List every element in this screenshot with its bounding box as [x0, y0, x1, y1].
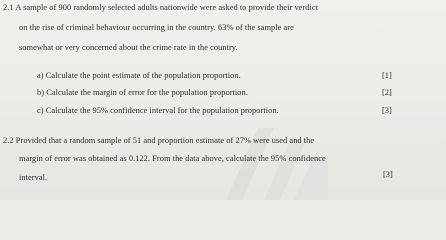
question-text: A sample of 900 randomly selected adults nationwide were asked to provide their verdict [15, 3, 319, 12]
question-2-1-line-1 [3, 3, 318, 13]
question-2-2-line-3: interval. [19, 173, 48, 182]
part-a [37, 71, 241, 81]
question-2-1-line-3: somewhat or very concerned about the crime rate in the country. [19, 43, 238, 52]
part-label: b) [37, 88, 45, 97]
question-2-2-marks: [3] [383, 170, 393, 179]
part-text: Calculate the margin of error for the population proportion. [46, 88, 248, 97]
part-c [37, 106, 279, 116]
part-a-marks: [1] [382, 71, 392, 80]
question-2-2-line-2: margin of error was obtained as 0.122. From the data above, calculate the 95% confidence [19, 154, 326, 163]
part-b-marks: [2] [382, 88, 392, 97]
question-number: 2.2 [3, 136, 14, 145]
part-label: c) [37, 106, 44, 115]
question-2-1-line-2: on the rise of criminal behaviour occurring in the country. 63% of the sample are [19, 23, 294, 32]
part-text: Calculate the point estimate of the population proportion. [45, 71, 241, 80]
part-text: Calculate the 95% confidence interval for the population proportion. [45, 106, 279, 115]
question-2-2-line-1 [3, 136, 314, 146]
part-c-marks: [3] [382, 106, 392, 115]
part-b [37, 88, 248, 98]
part-label: a) [37, 71, 44, 80]
question-number: 2.1 [3, 3, 14, 12]
question-text: Provided that a random sample of 51 and proportion estimate of 27% were used and the [15, 136, 315, 145]
